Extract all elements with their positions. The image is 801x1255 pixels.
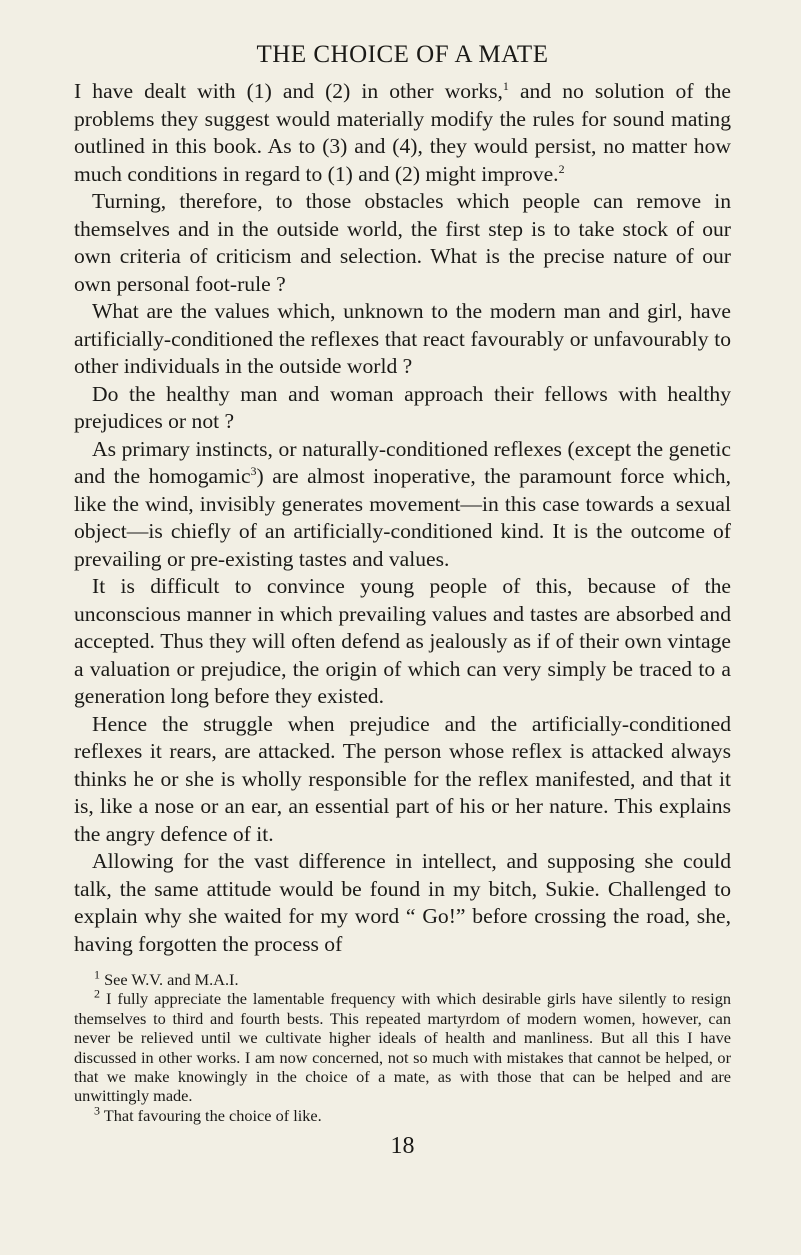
paragraph: [74, 436, 731, 574]
body-text: [74, 78, 731, 958]
footnotes: [74, 967, 731, 1125]
paragraph: [74, 381, 731, 436]
footnote-marker: 3: [94, 1103, 100, 1118]
footnote-ref: 1: [502, 78, 509, 93]
paragraph: [74, 573, 731, 711]
text-run: What are the values which, unknown to the modern man and girl, have artificially-conditioned the reflexes that react favourably or unfavourably to other individuals in the outside world ?: [74, 299, 731, 378]
page-number: 18: [390, 1133, 415, 1160]
paragraph: [74, 711, 731, 849]
text-run: As primary instincts, or naturally-conditioned reflexes (except the genetic and the homogamic: [74, 436, 731, 488]
footnote-ref: 2: [558, 161, 565, 176]
paragraph: [74, 188, 731, 298]
text-run: Hence the struggle when prejudice and the artificially-conditioned reflexes it rears, are attacked. The person whose reflex is attacked always thinks he or she is wholly responsible for the reflex manifested, and that it is, like a nose or an ear, an essential part of his or her nature. This explains the angry defence of it.: [74, 711, 731, 846]
footnote: [74, 967, 731, 989]
text-run: Do the healthy man and woman approach their fellows with healthy prejudices or not ?: [74, 381, 731, 433]
text-run: Allowing for the vast difference in intellect, and supposing she could talk, the same attitude would be found in my bitch, Sukie. Challenged to explain why she waited for my word “ Go!” before crossing the road, she, having forgotten the process of: [74, 849, 731, 956]
footnote: [74, 986, 731, 1106]
footnote-text: That favouring the choice of like.: [100, 1105, 322, 1125]
running-head: THE CHOICE OF A MATE: [256, 41, 549, 68]
text-run: and no solution of the problems they suggest would materially modify the rules for sound mating outlined in this book. As to (3) and (4), they would persist, no matter how much conditions in regard to (1) and (2) might improve.: [74, 79, 731, 186]
paragraph: [74, 78, 731, 188]
footnote-text: See W.V. and M.A.I.: [100, 970, 239, 989]
footnote-text: I fully appreciate the lamentable frequency with which desirable girls have silently to resign themselves to third and fourth bests. This repeated martyrdom of modern women, however, can never be relieved until we cultivate higher ideals of health and manliness. But all this I have discussed in other works. I am now concerned, not so much with mistakes that cannot be helped, or that we make knowingly in the choice of a mate, as with those that can be helped and are unwittingly made.: [74, 989, 731, 1106]
paragraph: [74, 848, 731, 958]
footnote-marker: 2: [94, 986, 100, 1001]
text-run: Turning, therefore, to those obstacles which people can remove in themselves and in the outside world, the first step is to take stock of our own criteria of criticism and selection. What is the precise nature of our own personal foot-rule ?: [74, 189, 731, 296]
text-run: It is difficult to convince young people of this, because of the unconscious manner in which prevailing values and tastes are absorbed and accepted. Thus they will often defend as jealously as if of their own vintage a valuation or prejudice, the origin of which can very simply be traced to a generation long before they existed.: [74, 574, 731, 708]
paragraph: [74, 298, 731, 381]
footnote: [74, 1103, 731, 1125]
text-run: I have dealt with (1) and (2) in other works,: [74, 79, 503, 103]
footnote-ref: 3: [250, 463, 257, 478]
text-run: ) are almost inoperative, the paramount force which, like the wind, invisibly generates movement—in this case towards a sexual object—is chiefly of an artificially-conditioned kind. It is the outcome of prevailing or pre-existing tastes and values.: [74, 464, 731, 571]
footnote-marker: 1: [94, 967, 100, 982]
